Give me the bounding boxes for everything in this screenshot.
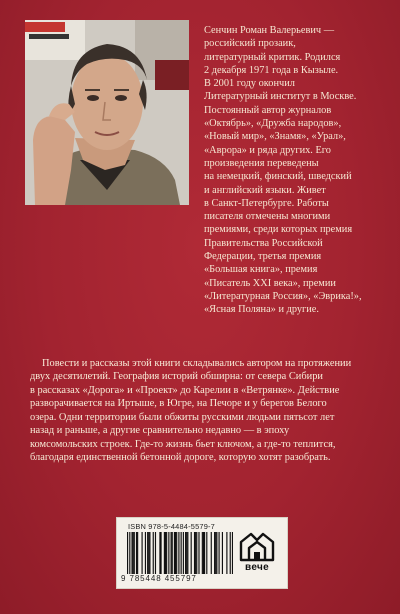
barcode-bar (160, 532, 161, 574)
bio-line: «Новый мир», «Знамя», «Урал», (204, 131, 346, 143)
annotation-line: назад и раньше, а другие сравнительно недавно — в эпоху (30, 425, 290, 437)
barcode-bar (164, 532, 165, 574)
bio-line: произведения переведены (204, 157, 319, 169)
barcode-bar (211, 532, 212, 574)
book-annotation (30, 357, 375, 465)
barcode-bar (215, 532, 216, 574)
barcode-bar (172, 532, 173, 574)
barcode-bar (214, 532, 215, 574)
barcode-bar (136, 532, 137, 574)
barcode-bar (137, 532, 138, 574)
barcode-bar (131, 532, 132, 574)
bio-line: «Большая книга», премия (204, 264, 318, 276)
bio-line: 2 декабря 1971 года в Кызыле. (204, 64, 339, 76)
bio-line: литературный критик. Родился (204, 51, 341, 63)
barcode-bar (194, 532, 195, 574)
barcode-bar (176, 532, 177, 574)
barcode-bar (171, 532, 172, 574)
barcode-bar (178, 532, 179, 574)
barcode-bar (218, 532, 219, 574)
bio-line: «Аврора» и ряда других. Его (204, 144, 331, 156)
barcode-bar (168, 532, 169, 574)
barcode-bar (186, 532, 187, 574)
bio-line: Правительства Российской (204, 237, 323, 249)
barcode-bars (127, 532, 233, 574)
barcode-bar (222, 532, 223, 574)
barcode-bar (232, 532, 233, 574)
bio-line: Постоянный автор журналов (204, 104, 332, 116)
barcode-bar (165, 532, 166, 574)
barcode-bar (166, 532, 167, 574)
bio-line: «Писатель XXI века», премии (204, 277, 336, 289)
publisher-name: вече (245, 562, 269, 573)
annotation-line: двух десятилетий. География историй обширна: от севера Сибири (30, 371, 323, 383)
barcode-bar (203, 532, 204, 574)
barcode-bar (181, 532, 182, 574)
barcode-bar (187, 532, 188, 574)
bio-line: российский прозаик, (204, 38, 296, 50)
barcode-bar (195, 532, 196, 574)
barcode-bar (147, 532, 148, 574)
barcode-bar (196, 532, 197, 574)
annotation-line: разворачивается на Иртыше, в Югре, на Печоре и у берегов Белого (30, 398, 327, 410)
author-biography (204, 24, 384, 317)
barcode-bar (134, 532, 135, 574)
annotation-line: комсомольских строек. Где-то жизнь бьет ключом, а где-то теплится, (30, 438, 336, 450)
barcode-bar (191, 532, 192, 574)
barcode-bar (185, 532, 186, 574)
barcode-bar (155, 532, 156, 574)
barcode-bar (149, 532, 150, 574)
barcode-bar (198, 532, 199, 574)
barcode-bar (174, 532, 175, 574)
bio-line: премиями, среди которых премия (204, 224, 353, 236)
author-photo (25, 20, 189, 205)
bio-line: В 2001 году окончил (204, 78, 295, 90)
bio-line: на немецкий, финский, шведский (204, 171, 352, 183)
barcode-bar (129, 532, 130, 574)
barcode-bar (148, 532, 149, 574)
bio-line: и английский языки. Живет (204, 184, 326, 196)
bio-line: писателя отмечены многими (204, 211, 331, 223)
barcode-bar (206, 532, 207, 574)
barcode-bar (216, 532, 217, 574)
barcode-bar (133, 532, 134, 574)
barcode-digits: 9 785448 455797 (121, 574, 197, 583)
isbn-text: ISBN 978-5-4484-5579-7 (128, 522, 215, 531)
barcode-bar (175, 532, 176, 574)
barcode-bar (145, 532, 146, 574)
bio-line: «Октябрь», «Дружба народов», (204, 118, 342, 130)
annotation-line: озера. Одни территории были обжиты русскими людьми пятьсот лет (30, 411, 335, 423)
annotation-line: в рассказах «Дорога» и «Проект» до Карелии в «Ветрянке». Действие (30, 384, 340, 396)
barcode-bar (159, 532, 160, 574)
bio-line: «Литературная Россия», «Эврика!», (204, 290, 362, 302)
bio-line: Федерации, третья премия (204, 251, 322, 263)
barcode-bar (230, 532, 231, 574)
barcode-label (116, 517, 288, 589)
barcode-bar (183, 532, 184, 574)
bio-line: «Ясная Поляна» и другие. (204, 304, 319, 316)
bio-line: в Санкт-Петербурге. Работы (204, 197, 329, 209)
barcode-bar (202, 532, 203, 574)
barcode-bar (226, 532, 227, 574)
bio-line: Литературный институт в Москве. (204, 91, 357, 103)
barcode-bar (142, 532, 143, 574)
barcode-bar (153, 532, 154, 574)
barcode-bar (204, 532, 205, 574)
annotation-line: благодаря единственной бетонной дороге, которую хотят разобрать. (30, 452, 331, 464)
barcode-bar (127, 532, 128, 574)
annotation-line: Повести и рассказы этой книги складывались автором на протяжении (42, 358, 352, 369)
bio-line: Сенчин Роман Валерьевич — (204, 25, 335, 36)
